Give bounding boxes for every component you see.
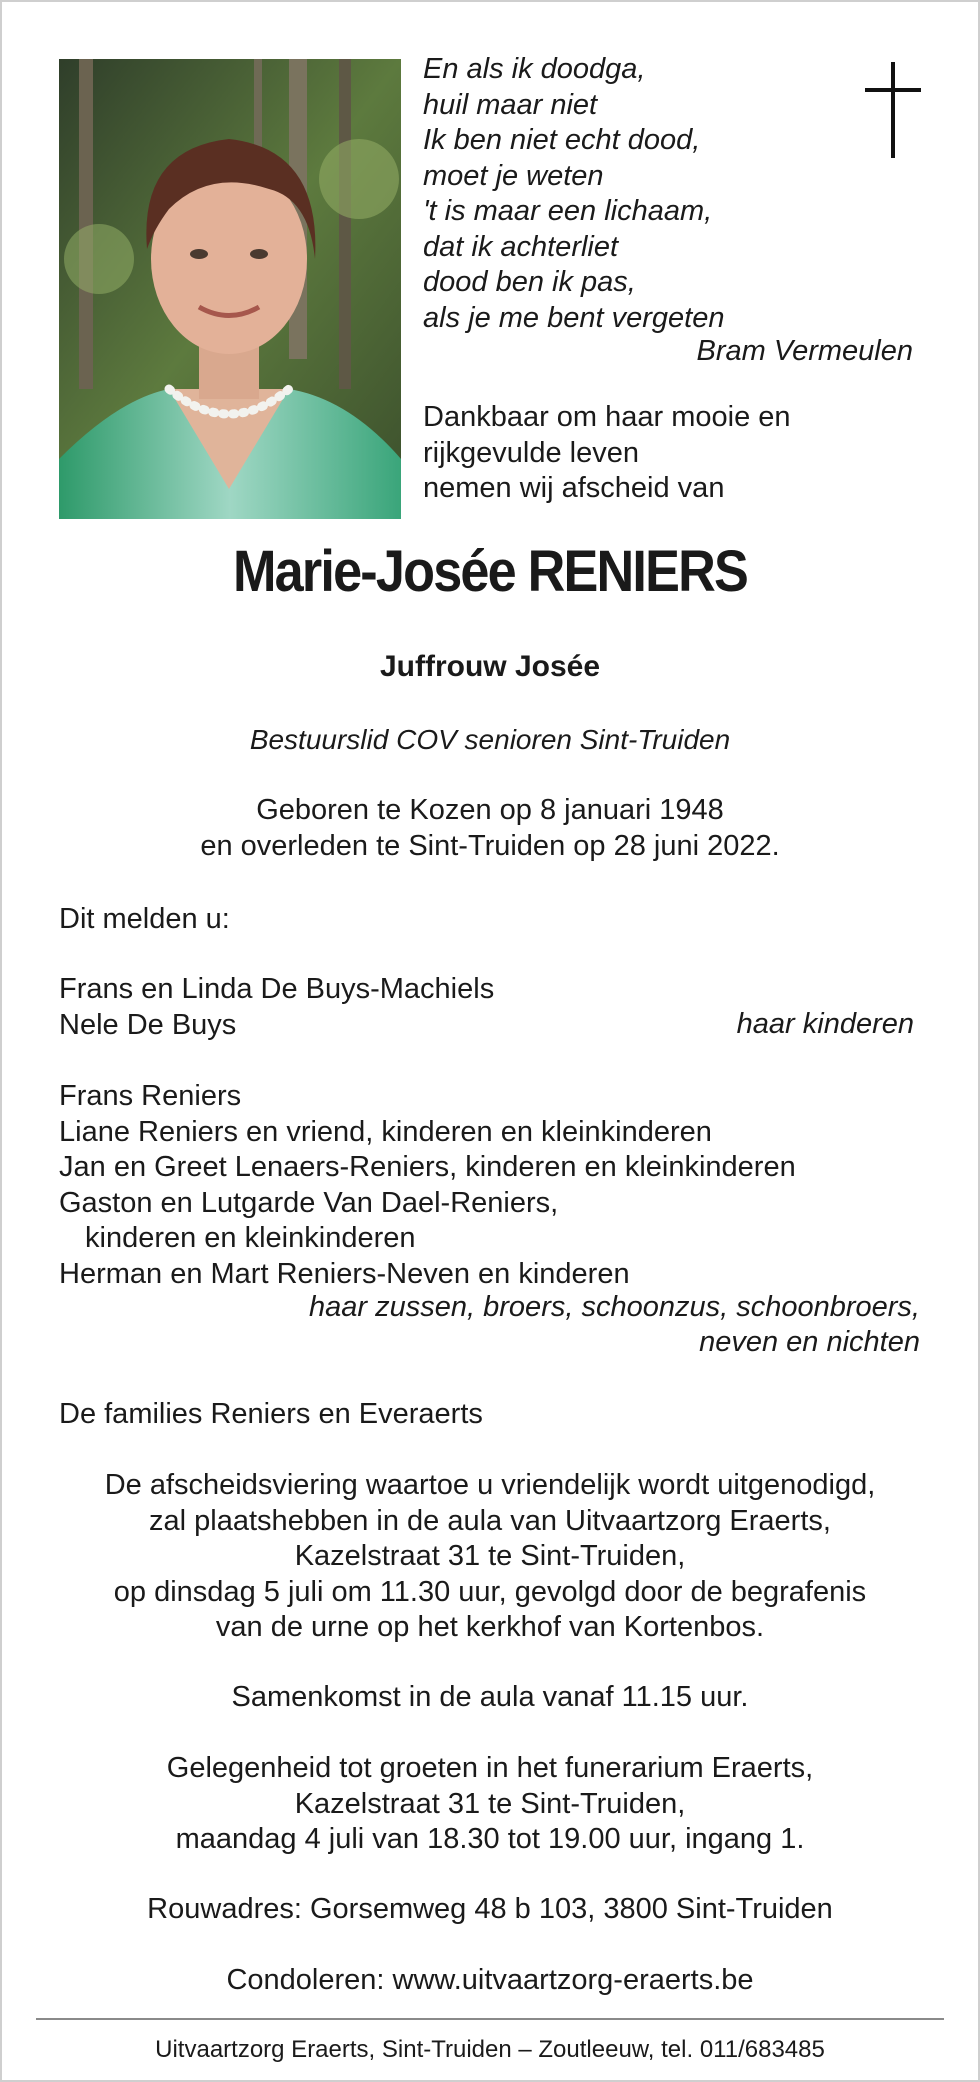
intro-line: rijkgevulde leven [423,436,640,469]
siblings-relation: haar zussen, broers, schoonzus, schoonbroers, [309,1291,920,1323]
ceremony-line: van de urne op het kerkhof van Kortenbos. [215,1611,765,1643]
poem [423,52,724,336]
children-list [59,972,494,1043]
footer-text: Uitvaartzorg Eraerts, Sint-Truiden – Zoutleeuw, tel. 011/683485 [155,2036,825,2063]
sibling-name: Herman en Mart Reniers-Neven en kinderen [59,1257,630,1290]
ceremony-line: De afscheidsviering waartoe u vriendelijk wordt uitgenodigd, [104,1469,876,1501]
families-line: De families Reniers en Everaerts [59,1398,483,1430]
sibling-name: kinderen en kleinkinderen [85,1222,416,1254]
ceremony-line: zal plaatshebben in de aula van Uitvaartzorg Eraerts, [149,1504,831,1537]
born-line: Geboren te Kozen op 8 januari 1948 [256,794,724,826]
sibling-name: Jan en Greet Lenaers-Reniers, kinderen en kleinkinderen [59,1151,796,1183]
child-name: Nele De Buys [59,1008,237,1041]
visit-text [0,1751,980,1858]
families-text [59,1397,483,1433]
sibling-name: Liane Reniers en vriend, kinderen en kleinkinderen [59,1115,712,1148]
announcement-heading [59,902,230,938]
ceremony-text [0,1468,980,1646]
address-line: Rouwadres: Gorsemweg 48 b 103, 3800 Sint-Truiden [147,1893,833,1925]
poem-line: 't is maar een lichaam, [423,195,713,227]
poem-line: dat ik achterliet [423,230,619,263]
cross-icon [865,62,921,158]
siblings-list [59,1079,796,1292]
poem-line: Ik ben niet echt dood, [423,124,701,156]
sibling-name: Frans Reniers [59,1080,242,1112]
sibling-name: Gaston en Lutgarde Van Dael-Reniers, [59,1186,559,1219]
deceased-role: Bestuurslid COV senioren Sint-Truiden [249,724,731,755]
children-relation: haar kinderen [736,1008,914,1040]
deceased-nickname: Juffrouw Josée [379,650,601,683]
intro-text [423,400,791,507]
heading-line: Dit melden u: [59,903,230,935]
poem-line: En als ik doodga, [423,53,646,85]
child-name: Frans en Linda De Buys-Machiels [59,973,495,1005]
birth-death-text [0,792,980,864]
poem-author: Bram Vermeulen [696,335,913,367]
visit-line: maandag 4 juli van 18.30 tot 19.00 uur, ingang 1. [175,1823,805,1855]
poem-line: huil maar niet [423,88,598,121]
ceremony-line: Kazelstraat 31 te Sint-Truiden, [294,1540,686,1572]
poem-line: dood ben ik pas, [423,266,636,298]
visit-line: Gelegenheid tot groeten in het funerarium Eraerts, [166,1752,814,1784]
siblings-relation: neven en nichten [699,1326,920,1358]
footer-divider [36,2018,944,2020]
gathering-line: Samenkomst in de aula vanaf 11.15 uur. [231,1681,749,1713]
intro-line: nemen wij afscheid van [423,472,725,504]
ceremony-line: op dinsdag 5 juli om 11.30 uur, gevolgd door de begrafenis [113,1575,867,1608]
intro-line: Dankbaar om haar mooie en [423,401,791,433]
died-line: en overleden te Sint-Truiden op 28 juni 2022. [200,830,780,862]
condolence-text [0,1963,980,1999]
poem-line: als je me bent vergeten [423,301,725,334]
deceased-name: Marie-Josée RENIERS [232,539,748,604]
portrait-photo [59,59,401,519]
condolence-link[interactable]: Condoleren: www.uitvaartzorg-eraerts.be [226,1964,754,1996]
address-text [0,1892,980,1928]
visit-line: Kazelstraat 31 te Sint-Truiden, [294,1787,686,1820]
gathering-text [0,1680,980,1716]
poem-line: moet je weten [423,159,604,192]
